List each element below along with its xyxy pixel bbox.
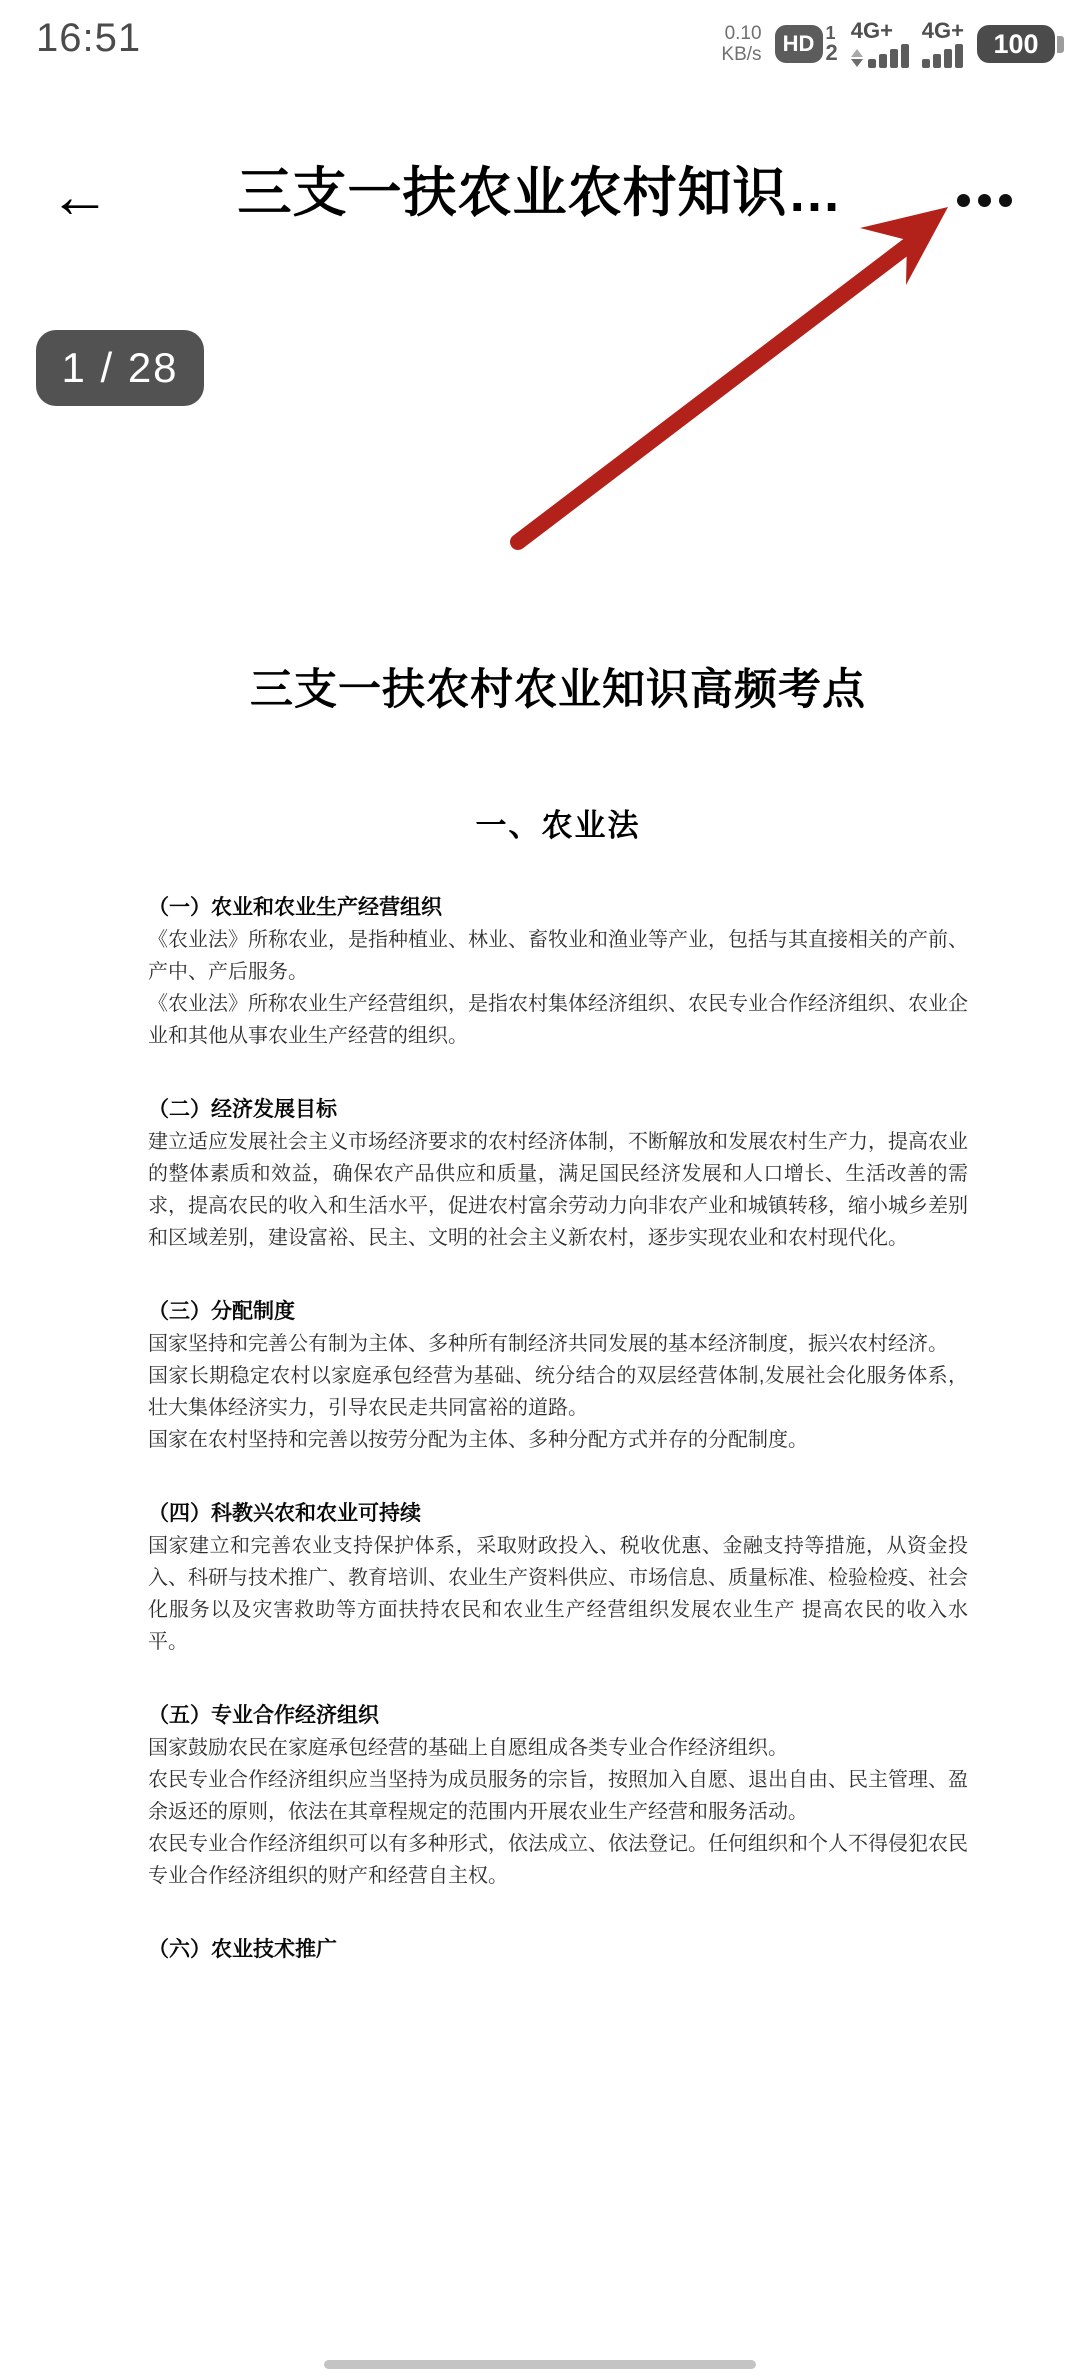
more-options-icon (999, 194, 1012, 207)
page-title: 三支一扶农业农村知识… (237, 163, 843, 223)
block-heading: （一）农业和农业生产经营组织 (148, 896, 442, 919)
battery-nub (1057, 36, 1064, 53)
block-heading: （五）专业合作经济组织 (148, 1704, 379, 1727)
more-options-icon (957, 194, 970, 207)
network-speed-indicator (721, 23, 761, 65)
status-icons (721, 14, 1064, 74)
page-number-badge: 1 / 28 (36, 330, 204, 406)
clock: 16:51 (36, 16, 142, 60)
doc-block-2 (148, 1094, 968, 1254)
block-paragraph: 国家在农村坚持和完善以按劳分配为主体、多种分配方式并存的分配制度。 (148, 1429, 808, 1451)
sim-slot-numbers (826, 24, 838, 64)
block-heading: （二）经济发展目标 (148, 1098, 337, 1121)
sim2-network-type: 4G+ (921, 18, 964, 43)
sim2-label: 2 (825, 40, 838, 65)
block-paragraph: 农民专业合作经济组织应当坚持为成员服务的宗旨，按照加入自愿、退出自由、民主管理、盈余返还的原则，依法在其章程规定的范围内开展农业生产经营和服务活动。 (148, 1769, 968, 1823)
block-paragraph: 建立适应发展社会主义市场经济要求的农村经济体制，不断解放和发展农村生产力，提高农业的整体素质和效益，确保农产品供应和质量，满足国民经济发展和人口增长、生活改善的需求，提高农民的收入和生活水平，促进农村富余劳动力向非农产业和城镇转移，缩小城乡差别和区域差别，建设富裕、民主、文明的社会主义新农村，逐步实现农业和农村现代化。 (148, 1131, 968, 1249)
volte-hd-indicator (775, 24, 838, 64)
doc-block-1 (148, 892, 968, 1052)
sim2-signal (922, 20, 964, 68)
status-bar (0, 0, 1080, 82)
block-paragraph: 国家长期稳定农村以家庭承包经营为基础、统分结合的双层经营体制,发展社会化服务体系，壮大集体经济实力，引导农民走共同富裕的道路。 (148, 1365, 968, 1419)
block-paragraph: 《农业法》所称农业，是指种植业、林业、畜牧业和渔业等产业，包括与其直接相关的产前、产中、产后服务。 (148, 929, 968, 983)
block-paragraph: 国家建立和完善农业支持保护体系，采取财政投入、税收优惠、金融支持等措施，从资金投入、科研与技术推广、教育培训、农业生产资料供应、市场信息、质量标准、检验检疫、社会化服务以及灾害救助等方面扶持农民和农业生产经营组织发展农业生产 提高农民的收入水平。 (148, 1535, 968, 1653)
battery-icon: 100 (977, 25, 1055, 63)
signal-bars-icon (922, 44, 963, 68)
more-options-button[interactable] (951, 188, 1018, 213)
network-speed-unit: KB/s (721, 44, 762, 65)
back-arrow-icon: ← (49, 161, 111, 231)
sim1-signal (851, 20, 909, 68)
section-heading: 一、农业法 (475, 808, 641, 843)
block-heading: （六）农业技术推广 (148, 1938, 337, 1961)
doc-block-5 (148, 1700, 968, 1892)
block-heading: （四）科教兴农和农业可持续 (148, 1502, 421, 1525)
network-speed-value: 0.10 (724, 23, 762, 44)
doc-block-3 (148, 1296, 968, 1456)
block-heading: （三）分配制度 (148, 1300, 295, 1323)
more-options-icon (978, 194, 991, 207)
hd-icon: HD (775, 25, 823, 63)
block-paragraph: 农民专业合作经济组织可以有多种形式，依法成立、依法登记。任何组织和个人不得侵犯农民专业合作经济组织的财产和经营自主权。 (148, 1833, 968, 1887)
doc-block-4 (148, 1498, 968, 1658)
block-paragraph: 国家鼓励农民在家庭承包经营的基础上自愿组成各类专业合作经济组织。 (148, 1737, 788, 1759)
annotation-arrow-shaft (518, 244, 910, 542)
nav-bar (0, 132, 1080, 260)
sim1-network-type: 4G+ (850, 18, 893, 43)
signal-bars-icon (868, 44, 909, 68)
sim1-label: 1 (825, 23, 836, 43)
data-activity-icon (851, 49, 863, 67)
battery-indicator (977, 25, 1064, 63)
home-indicator[interactable] (324, 2360, 756, 2369)
block-paragraph: 《农业法》所称农业生产经营组织，是指农村集体经济组织、农民专业合作经济组织、农业企业和其他从事农业生产经营的组织。 (148, 993, 968, 1047)
doc-block-6 (148, 1934, 968, 1966)
back-button[interactable] (40, 156, 120, 236)
document-title: 三支一扶农村农业知识高频考点 (250, 666, 866, 714)
document-page (148, 662, 968, 2008)
block-paragraph: 国家坚持和完善公有制为主体、多种所有制经济共同发展的基本经济制度，振兴农村经济。 (148, 1333, 948, 1355)
